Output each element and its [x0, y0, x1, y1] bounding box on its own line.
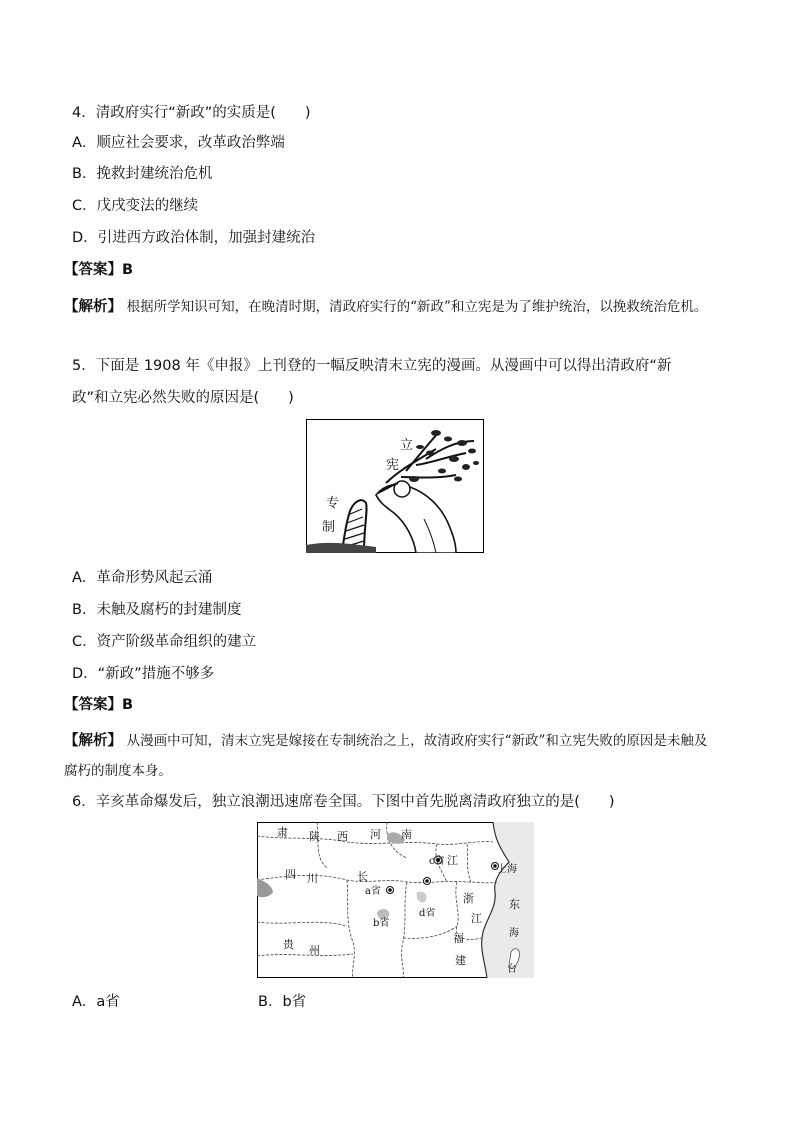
map-label-su: 肃: [277, 826, 288, 839]
q6-stem: 6．辛亥革命爆发后，独立浪潮迅速席卷全国。下图中首先脱离清政府独立的是( ): [72, 794, 615, 810]
map-label-tai: 台: [507, 964, 517, 975]
map-label-jiang: 江: [447, 854, 458, 867]
q5-cartoon-image: [306, 419, 484, 553]
q5-answer: 【答案】B: [64, 697, 134, 713]
map-label-jian: 建: [455, 954, 466, 967]
map-label-b-sheng: b省: [373, 918, 390, 929]
q6-option-a: A．a省: [72, 994, 120, 1010]
map-label-si: 四: [285, 868, 296, 881]
map-label-zhe: 浙: [463, 892, 474, 905]
map-label-dong: 东: [509, 898, 520, 911]
q6-option-b: B．b省: [258, 994, 307, 1010]
q5-analysis: [64, 726, 714, 786]
map-label-shaan: 陕: [309, 830, 320, 843]
cartoon-label-li: 立: [400, 438, 414, 453]
map-label-fu: 福: [453, 932, 464, 945]
map-label-a-sheng: a省: [365, 886, 381, 897]
cartoon-label-zhi: 制: [322, 520, 336, 535]
q5-option-d: D．“新政”措施不够多: [72, 666, 215, 682]
map-label-c-sheng: c省: [429, 856, 445, 867]
map-label-gui: 贵: [283, 938, 294, 951]
q4-stem: 4．清政府实行“新政”的实质是( ): [72, 105, 311, 121]
q4-option-b: B．挽救封建统治危机: [72, 166, 213, 182]
map-label-he: 河: [370, 828, 381, 841]
map-label-hai: 海: [509, 928, 519, 939]
map-label-xi: 西: [337, 830, 348, 843]
q4-option-d: D．引进西方政治体制，加强封建统治: [72, 230, 316, 246]
q4-analysis-text: 根据所学知识可知，在晚清时期，清政府实行的“新政”和立宪是为了维护统治，以挽救统治危机。: [126, 299, 708, 315]
q4-analysis: [64, 292, 714, 322]
q5-option-a: A．革命形势风起云涌: [72, 570, 213, 586]
map-label-zhou: 州: [309, 944, 320, 957]
q5-analysis-text: 从漫画中可知，清末立宪是嫁接在专制统治之上，故清政府实行“新政”和立宪失败的原因是未触及腐朽的制度本身。: [64, 733, 708, 779]
map-label-chuan: 川: [307, 872, 318, 885]
map-label-chang: 长: [357, 870, 368, 883]
map-label-jiang2: 江: [471, 912, 482, 925]
q4-option-a: A．顺应社会要求，改革政治弊端: [72, 135, 285, 151]
q5-stem-line1: 5．下面是 1908 年《申报》上刊登的一幅反映清末立宪的漫画。从漫画中可以得出清政府“新: [72, 358, 672, 374]
q5-stem-line2: 政”和立宪必然失败的原因是( ): [72, 390, 294, 406]
q5-option-b: B．未触及腐朽的封建制度: [72, 602, 242, 618]
q4-analysis-label: 【解析】: [64, 299, 122, 315]
cartoon-label-xian: 宪: [386, 458, 400, 473]
q5-analysis-label: 【解析】: [64, 733, 122, 749]
cartoon-label-zhuan: 专: [326, 496, 340, 511]
q4-answer: 【答案】B: [64, 262, 134, 278]
map-label-d-sheng: d省: [419, 908, 436, 919]
map-label-shanghai: 上海: [497, 864, 517, 875]
q4-option-c: C．戊戌变法的继续: [72, 198, 199, 214]
q5-cartoon-figure: [306, 419, 484, 553]
q6-map-image: [257, 822, 534, 978]
map-label-nan: 南: [401, 828, 412, 841]
q5-option-c: C．资产阶级革命组织的建立: [72, 634, 257, 650]
q6-map-figure: [257, 822, 534, 978]
